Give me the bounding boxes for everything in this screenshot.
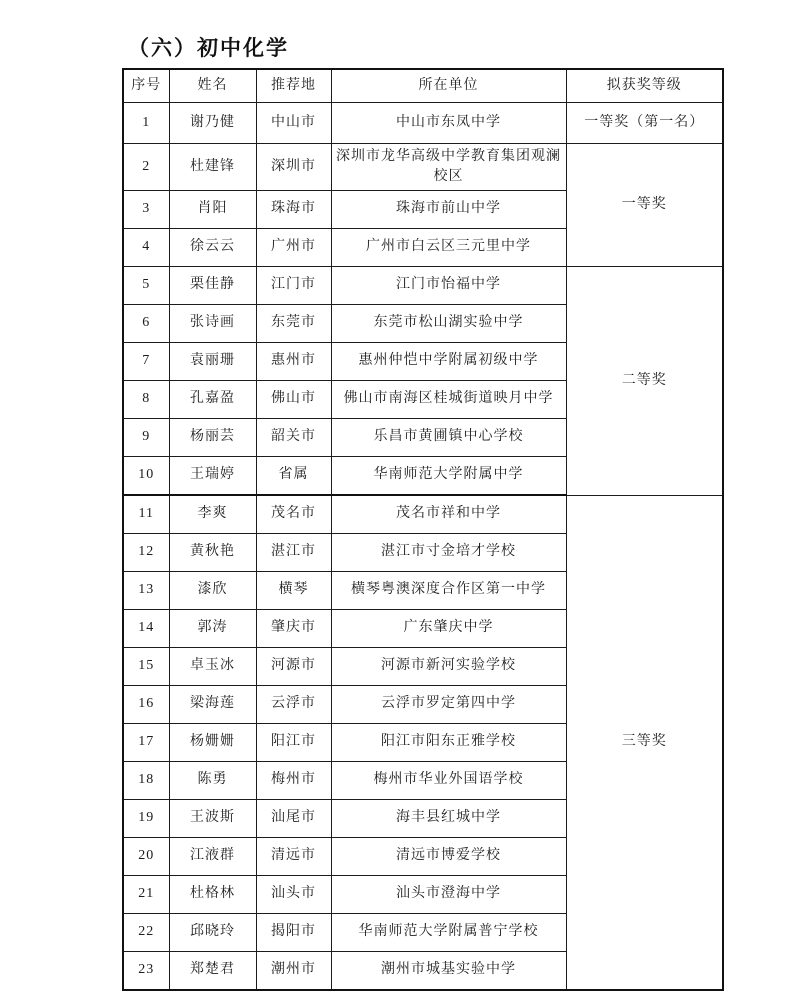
header-name: 姓名: [169, 69, 256, 103]
cell-unit: 广东肇庆中学: [331, 610, 566, 648]
header-award-grade: 拟获奖等级: [566, 69, 723, 103]
cell-serial-number: 2: [123, 144, 169, 191]
cell-place: 梅州市: [256, 762, 331, 800]
cell-name: 郑楚君: [169, 952, 256, 991]
cell-place: 中山市: [256, 103, 331, 144]
cell-name: 孔嘉盈: [169, 381, 256, 419]
cell-unit: 珠海市前山中学: [331, 191, 566, 229]
cell-serial-number: 18: [123, 762, 169, 800]
table-row: [123, 144, 723, 191]
cell-unit: 佛山市南海区桂城街道映月中学: [331, 381, 566, 419]
cell-award-grade: 一等奖: [566, 144, 723, 267]
cell-name: 郭涛: [169, 610, 256, 648]
cell-serial-number: 22: [123, 914, 169, 952]
cell-name: 江液群: [169, 838, 256, 876]
cell-unit: 东莞市松山湖实验中学: [331, 305, 566, 343]
cell-serial-number: 10: [123, 457, 169, 496]
cell-serial-number: 8: [123, 381, 169, 419]
header-unit: 所在单位: [331, 69, 566, 103]
cell-place: 揭阳市: [256, 914, 331, 952]
cell-unit: 清远市博爱学校: [331, 838, 566, 876]
cell-serial-number: 17: [123, 724, 169, 762]
cell-name: 黄秋艳: [169, 534, 256, 572]
cell-serial-number: 16: [123, 686, 169, 724]
cell-serial-number: 19: [123, 800, 169, 838]
cell-serial-number: 4: [123, 229, 169, 267]
cell-name: 肖阳: [169, 191, 256, 229]
cell-award-grade: 三等奖: [566, 495, 723, 990]
cell-place: 横琴: [256, 572, 331, 610]
cell-unit: 阳江市阳东正雅学校: [331, 724, 566, 762]
table-body: [123, 103, 723, 991]
cell-name: 漆欣: [169, 572, 256, 610]
cell-place: 湛江市: [256, 534, 331, 572]
page-title: （六）初中化学: [128, 36, 289, 60]
cell-place: 深圳市: [256, 144, 331, 191]
cell-place: 惠州市: [256, 343, 331, 381]
cell-name: 卓玉冰: [169, 648, 256, 686]
cell-unit: 梅州市华业外国语学校: [331, 762, 566, 800]
table-row: [123, 103, 723, 144]
cell-name: 杜建锋: [169, 144, 256, 191]
cell-serial-number: 5: [123, 267, 169, 305]
cell-unit: 江门市怡福中学: [331, 267, 566, 305]
cell-serial-number: 9: [123, 419, 169, 457]
cell-place: 阳江市: [256, 724, 331, 762]
cell-serial-number: 12: [123, 534, 169, 572]
cell-serial-number: 6: [123, 305, 169, 343]
cell-serial-number: 7: [123, 343, 169, 381]
cell-serial-number: 23: [123, 952, 169, 991]
cell-name: 谢乃健: [169, 103, 256, 144]
cell-unit: 乐昌市黄圃镇中心学校: [331, 419, 566, 457]
cell-name: 李爽: [169, 495, 256, 534]
cell-name: 邱晓玲: [169, 914, 256, 952]
cell-award-grade: 二等奖: [566, 267, 723, 496]
header-place: 推荐地: [256, 69, 331, 103]
cell-unit: 茂名市祥和中学: [331, 495, 566, 534]
cell-unit: 潮州市城基实验中学: [331, 952, 566, 991]
cell-serial-number: 15: [123, 648, 169, 686]
table-row: [123, 495, 723, 534]
cell-unit: 中山市东凤中学: [331, 103, 566, 144]
cell-unit: 汕头市澄海中学: [331, 876, 566, 914]
cell-name: 张诗画: [169, 305, 256, 343]
cell-name: 杨姗姗: [169, 724, 256, 762]
cell-name: 杜格林: [169, 876, 256, 914]
cell-name: 王波斯: [169, 800, 256, 838]
cell-unit: 深圳市龙华高级中学教育集团观澜校区: [331, 144, 566, 191]
cell-place: 广州市: [256, 229, 331, 267]
cell-serial-number: 11: [123, 495, 169, 534]
cell-place: 省属: [256, 457, 331, 496]
cell-place: 清远市: [256, 838, 331, 876]
cell-place: 茂名市: [256, 495, 331, 534]
cell-place: 肇庆市: [256, 610, 331, 648]
table-row: [123, 267, 723, 305]
cell-unit: 云浮市罗定第四中学: [331, 686, 566, 724]
cell-place: 汕头市: [256, 876, 331, 914]
cell-place: 潮州市: [256, 952, 331, 991]
cell-place: 韶关市: [256, 419, 331, 457]
cell-serial-number: 21: [123, 876, 169, 914]
cell-place: 佛山市: [256, 381, 331, 419]
cell-serial-number: 1: [123, 103, 169, 144]
cell-place: 云浮市: [256, 686, 331, 724]
cell-serial-number: 20: [123, 838, 169, 876]
cell-unit: 华南师范大学附属中学: [331, 457, 566, 496]
cell-name: 袁丽珊: [169, 343, 256, 381]
cell-unit: 广州市白云区三元里中学: [331, 229, 566, 267]
cell-name: 梁海莲: [169, 686, 256, 724]
cell-serial-number: 3: [123, 191, 169, 229]
cell-name: 杨丽芸: [169, 419, 256, 457]
cell-unit: 华南师范大学附属普宁学校: [331, 914, 566, 952]
cell-unit: 惠州仲恺中学附属初级中学: [331, 343, 566, 381]
cell-unit: 横琴粤澳深度合作区第一中学: [331, 572, 566, 610]
cell-place: 珠海市: [256, 191, 331, 229]
cell-award-grade: 一等奖（第一名）: [566, 103, 723, 144]
cell-place: 江门市: [256, 267, 331, 305]
cell-serial-number: 13: [123, 572, 169, 610]
cell-unit: 海丰县红城中学: [331, 800, 566, 838]
cell-serial-number: 14: [123, 610, 169, 648]
cell-name: 栗佳静: [169, 267, 256, 305]
cell-name: 陈勇: [169, 762, 256, 800]
cell-name: 王瑞婷: [169, 457, 256, 496]
cell-place: 河源市: [256, 648, 331, 686]
cell-place: 汕尾市: [256, 800, 331, 838]
cell-unit: 河源市新河实验学校: [331, 648, 566, 686]
cell-name: 徐云云: [169, 229, 256, 267]
header-serial-number: 序号: [123, 69, 169, 103]
award-table: [122, 68, 724, 991]
cell-unit: 湛江市寸金培才学校: [331, 534, 566, 572]
cell-place: 东莞市: [256, 305, 331, 343]
table-header-row: [123, 69, 723, 103]
